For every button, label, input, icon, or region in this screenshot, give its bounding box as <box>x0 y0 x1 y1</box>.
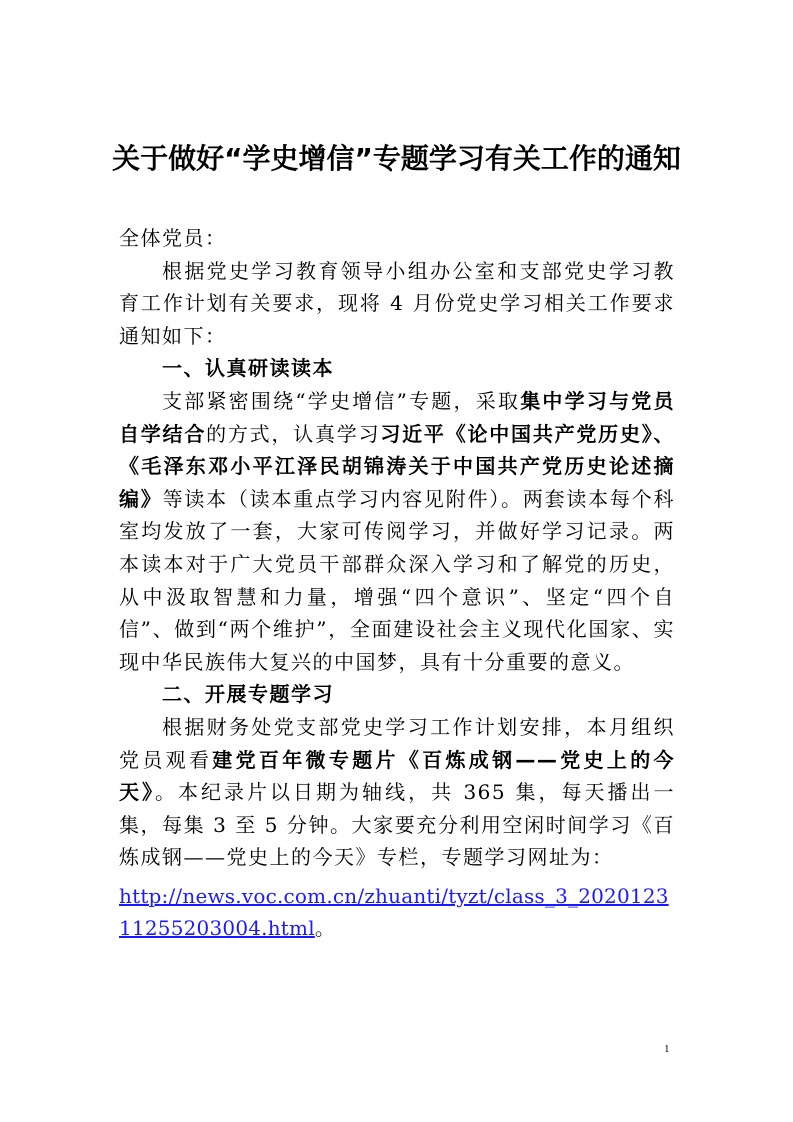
section-1-bold-study-mode: 集中学习与党员自学结合 <box>119 388 676 446</box>
section-1-paragraph <box>119 385 675 678</box>
intro-paragraph: 根据党史学习教育领导小组办公室和支部党史学习教育工作计划有关要求，现将 4 月份党史学习相关工作要求通知如下： <box>119 258 675 348</box>
section-1-heading: 一、认真研读读本 <box>162 356 334 381</box>
section-1-bold-book-titles: 习近平《论中国共产党历史》、《毛泽东邓小平江泽民胡锦涛关于中国共产党历史论述摘编》 <box>119 421 676 511</box>
url-line <box>119 880 675 945</box>
section-2-paragraph <box>119 711 675 874</box>
section-1-text-c: 等读本（读本重点学习内容见附件）。两套读本每个科室均发放了一套，大家可传阅学习，并做好学习记录。两本读本对于广大党员干部群众深入学习和了解党的历史，从中汲取智慧和力量，增强“四个意识”、坚定“四个自信”、做到“两个维护”，全面建设社会主义现代化国家、实现中华民族伟大复兴的中国梦，具有十分重要的意义。 <box>119 486 676 674</box>
section-2-bold-film-title: 建党百年微专题片《百炼成钢——党史上的今天》 <box>119 747 676 805</box>
section-1-text-b: 的方式，认真学习 <box>206 421 381 446</box>
document-body <box>119 222 675 945</box>
page-number: 1 <box>664 1043 670 1055</box>
section-2-heading: 二、开展专题学习 <box>162 682 334 707</box>
section-2-text-a: 根据财务处党支部党史学习工作计划安排，本月组织党员观看 <box>119 714 675 772</box>
section-2-text-b: 。本纪录片以日期为轴线，共 365 集，每天播出一集，每集 3 至 5 分钟。大家要充分利用空闲时间学习《百炼成钢——党史上的今天》专栏，专题学习网址为： <box>119 780 676 870</box>
salutation: 全体党员： <box>119 226 227 250</box>
url-suffix: 。 <box>314 916 337 941</box>
section-1-text-a: 支部紧密围绕“学史增信”专题，采取 <box>162 388 521 413</box>
study-url-link[interactable]: http://news.voc.com.cn/zhuanti/tyzt/class_3_202012311255203004.html <box>119 883 669 941</box>
document-title: 关于做好“学史增信”专题学习有关工作的通知 <box>112 142 681 175</box>
